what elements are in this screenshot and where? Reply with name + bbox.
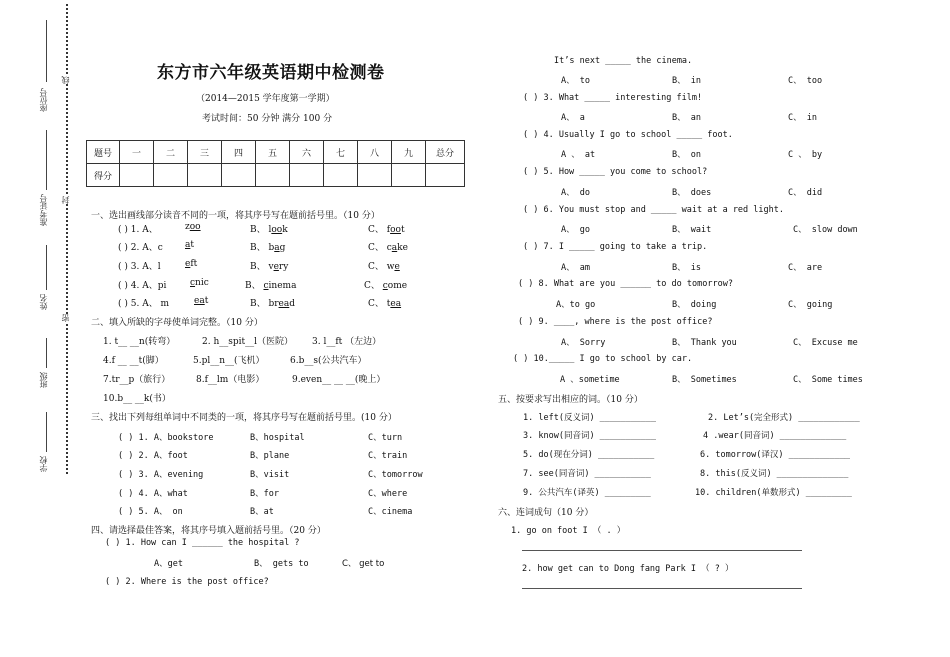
s6-q1: 1. go on foot I （ . ） xyxy=(511,526,626,536)
class-label: 班级 xyxy=(39,372,48,388)
score-cell: 九 xyxy=(392,141,426,164)
s3-q5-a: ( ) 5. A、 on xyxy=(118,507,183,517)
score-cell: 题号 xyxy=(87,141,120,164)
s4-q2-b: B、 in xyxy=(672,76,701,86)
s1-q4-c: C、 come xyxy=(364,281,408,291)
s4-q9-a: A、 Sorry xyxy=(561,338,606,348)
s4-q8-b: B、 doing xyxy=(672,300,717,310)
s2-item: 7.tr__p（旅行） xyxy=(103,375,171,385)
s4-q10-b: B、 Sometimes xyxy=(672,375,737,385)
s6-q2-answer-line[interactable] xyxy=(522,588,802,589)
s4-q7-b: B、 is xyxy=(672,263,701,273)
s2-item: 8.f__lm（电影） xyxy=(196,375,265,385)
s4-q2-c: C、 too xyxy=(788,76,823,86)
s3-q5-c: C、cinema xyxy=(368,507,413,517)
s4-q5-b: B、 does xyxy=(672,188,712,198)
section-4-title: 四、请选择最佳答案，将其序号填入题前括号里。（20 分） xyxy=(91,526,326,536)
s3-q2-a: ( ) 2. A、foot xyxy=(118,451,188,461)
s4-q4-a: A 、 at xyxy=(561,150,596,160)
s5-item: 4 .wear(同音词) _____________ xyxy=(703,431,847,441)
s4-q3: ( ) 3. What _____ interesting film! xyxy=(523,93,703,103)
s3-q5-b: B、at xyxy=(250,507,274,517)
s1-q4-b: B、 cinema xyxy=(245,281,297,291)
s4-q5-a: A、 do xyxy=(561,188,590,198)
score-table-score-row xyxy=(87,164,465,187)
s1-q1-a: zoo xyxy=(185,222,201,232)
s4-q7-a: A、 am xyxy=(561,263,590,273)
s4-q7: ( ) 7. I _____ going to take a trip. xyxy=(523,242,708,252)
s1-q3-a: eft xyxy=(185,259,198,269)
s2-item: 4.f __ __t(脚） xyxy=(103,356,164,366)
s4-q10-c: C、 Some times xyxy=(793,375,863,385)
score-table-header-row xyxy=(87,141,465,164)
class-line xyxy=(46,338,47,368)
s1-q3-b: B、 very xyxy=(250,262,289,272)
score-entry[interactable] xyxy=(426,164,465,187)
s4-q10-a: A 、sometime xyxy=(560,375,620,385)
s4-q9: ( ) 9. ____, where is the post office? xyxy=(518,317,713,327)
s2-item: 1. t__ __n(转弯） xyxy=(103,337,176,347)
s3-q4-c: C、where xyxy=(368,489,408,499)
school-year: （2014—2015 学年度第一学期） xyxy=(196,94,335,104)
section-6-title: 六、连词成句（10 分） xyxy=(498,508,594,518)
dense-char: 密 xyxy=(61,314,70,322)
s3-q3-b: B、visit xyxy=(250,470,290,480)
score-cell: 二 xyxy=(154,141,188,164)
s4-q1: ( ) 1. How can I ______ the hospital ? xyxy=(105,538,300,548)
s4-q6: ( ) 6. You must stop and _____ wait at a red light. xyxy=(523,205,784,215)
s6-q2: 2. how get can to Dong fang Park I （ ? ） xyxy=(522,564,734,574)
score-cell: 八 xyxy=(358,141,392,164)
s2-item: 2. h__spit__l（医院） xyxy=(202,337,293,347)
section-5-title: 五、按要求写出相应的词。（10 分） xyxy=(498,395,643,405)
score-cell: 一 xyxy=(120,141,154,164)
s4-q1-c: C、 get to xyxy=(342,559,385,569)
s1-q5-b: B、 bread xyxy=(250,299,296,309)
score-entry[interactable] xyxy=(222,164,256,187)
s5-item: 8. this(反义词) ______________ xyxy=(700,469,849,479)
s1-q5-a: eat xyxy=(194,296,209,306)
score-entry[interactable] xyxy=(154,164,188,187)
score-entry[interactable] xyxy=(358,164,392,187)
s3-q1-b: B、hospital xyxy=(250,433,305,443)
s1-q4-a: cnic xyxy=(190,278,209,288)
s1-q1-num: ( ) 1. A、 xyxy=(118,225,158,235)
s4-q1-b: B、 gets to xyxy=(254,559,309,569)
score-table xyxy=(86,140,465,187)
s1-q2-c: C、 cake xyxy=(368,243,408,253)
s3-q1-a: ( ) 1. A、bookstore xyxy=(118,433,214,443)
s4-q5-c: C、 did xyxy=(788,188,823,198)
school-line xyxy=(46,412,47,452)
seat-line xyxy=(46,20,47,82)
s1-q2-b: B、 bag xyxy=(250,243,286,253)
s3-q3-c: C、tomorrow xyxy=(368,470,423,480)
score-cell: 七 xyxy=(324,141,358,164)
section-1-title: 一、选出画线部分读音不同的一项，将其序号写在题前括号里。（10 分） xyxy=(91,211,380,221)
s2-item: 3. l__ft （左边） xyxy=(312,337,382,347)
score-entry[interactable] xyxy=(120,164,154,187)
s3-q3-a: ( ) 3. A、evening xyxy=(118,470,204,480)
s5-item: 5. do(现在分词) ___________ xyxy=(523,450,655,460)
s3-q4-a: ( ) 4. A、what xyxy=(118,489,188,499)
s2-item: 6.b__s(公共汽车） xyxy=(290,356,367,366)
score-cell: 总分 xyxy=(426,141,465,164)
page-title: 东方市六年级英语期中检测卷 xyxy=(157,63,385,83)
s5-item: 10. children(单数形式) _________ xyxy=(695,488,852,498)
s4-q5: ( ) 5. How _____ you come to school? xyxy=(523,167,708,177)
score-entry[interactable] xyxy=(290,164,324,187)
s1-q1-b: B、 look xyxy=(250,225,288,235)
s1-q2-a: at xyxy=(185,240,194,250)
s4-q6-a: A、 go xyxy=(561,225,590,235)
score-entry[interactable] xyxy=(256,164,290,187)
section-2-title: 二、填入所缺的字母使单词完整。（10 分） xyxy=(91,318,263,328)
school-label: 学校 xyxy=(39,456,48,472)
s5-item: 6. tomorrow(译汉) ____________ xyxy=(700,450,851,460)
s4-q2-a: A、 to xyxy=(561,76,590,86)
s5-item: 3. know(同音词) ___________ xyxy=(523,431,656,441)
s4-q4: ( ) 4. Usually I go to school _____ foot. xyxy=(523,130,733,140)
s1-q3-num: ( ) 3. A、l xyxy=(118,262,161,272)
s3-q2-c: C、train xyxy=(368,451,408,461)
s3-q2-b: B、plane xyxy=(250,451,290,461)
seat-label: 座位号 xyxy=(39,88,48,112)
score-entry[interactable] xyxy=(392,164,426,187)
score-cell: 三 xyxy=(188,141,222,164)
s4-q9-c: C、 Excuse me xyxy=(793,338,858,348)
score-cell: 六 xyxy=(290,141,324,164)
s4-q3-c: C、 in xyxy=(788,113,817,123)
s2-item: 5.pl__n__(飞机） xyxy=(193,356,265,366)
score-cell: 四 xyxy=(222,141,256,164)
s1-q2-num: ( ) 2. A、c xyxy=(118,243,163,253)
s1-q3-c: C、 we xyxy=(368,262,400,272)
s6-q1-answer-line[interactable] xyxy=(522,550,802,551)
seal-char: 封 xyxy=(61,196,70,204)
score-cell: 五 xyxy=(256,141,290,164)
name-label: 姓名 xyxy=(39,294,48,310)
binding-dotted-line xyxy=(66,4,68,474)
s1-q5-c: C、 tea xyxy=(368,299,402,309)
s4-q6-c: C、 slow down xyxy=(793,225,858,235)
s1-q1-c: C、 foot xyxy=(368,225,405,235)
s1-q5-num: ( ) 5. A、 m xyxy=(118,299,170,309)
s4-q9-b: B、 Thank you xyxy=(672,338,737,348)
s5-item: 1. left(反义词) ___________ xyxy=(523,413,656,423)
s4-q4-b: B、 on xyxy=(672,150,701,160)
score-entry[interactable] xyxy=(188,164,222,187)
s4-q8: ( ) 8. What are you ______ to do tomorrow? xyxy=(518,279,733,289)
s4-q8-c: C、 going xyxy=(788,300,833,310)
exam-time: 考试时间：50 分钟 满分 100 分 xyxy=(202,114,333,124)
s4-q3-a: A、 a xyxy=(561,113,585,123)
s4-q3-b: B、 an xyxy=(672,113,701,123)
score-row-label: 得分 xyxy=(87,164,120,187)
s1-q4-num: ( ) 4. A、pi xyxy=(118,281,167,291)
s4-q10: ( ) 10._____ I go to school by car. xyxy=(513,354,693,364)
s4-q2-cont: It’s next _____ the cinema. xyxy=(554,56,693,66)
s4-q2: ( ) 2. Where is the post office? xyxy=(105,577,269,587)
s4-q7-c: C、 are xyxy=(788,263,823,273)
s2-item: 9.even__ __ __(晚上） xyxy=(292,375,386,385)
exam-no-label: 准考证号 xyxy=(39,194,48,226)
line-char: 线 xyxy=(61,76,70,84)
name-line xyxy=(46,245,47,290)
s5-item: 2. Let’s(完全形式) ____________ xyxy=(708,413,860,423)
s4-q8-a: A、to go xyxy=(556,300,596,310)
s3-q1-c: C、turn xyxy=(368,433,403,443)
s4-q1-a: A、get xyxy=(154,559,183,569)
s4-q6-b: B、 wait xyxy=(672,225,712,235)
s3-q4-b: B、for xyxy=(250,489,279,499)
s4-q4-c: C 、 by xyxy=(788,150,823,160)
s5-item: 7. see(同音词) ___________ xyxy=(523,469,651,479)
score-entry[interactable] xyxy=(324,164,358,187)
section-3-title: 三、找出下列每组单词中不同类的一项，将其序号写在题前括号里。(10 分） xyxy=(91,413,397,423)
s2-item: 10.b__ __k(书） xyxy=(103,394,171,404)
s5-item: 9. 公共汽车(译英) _________ xyxy=(523,488,651,498)
exam-no-line xyxy=(46,130,47,190)
